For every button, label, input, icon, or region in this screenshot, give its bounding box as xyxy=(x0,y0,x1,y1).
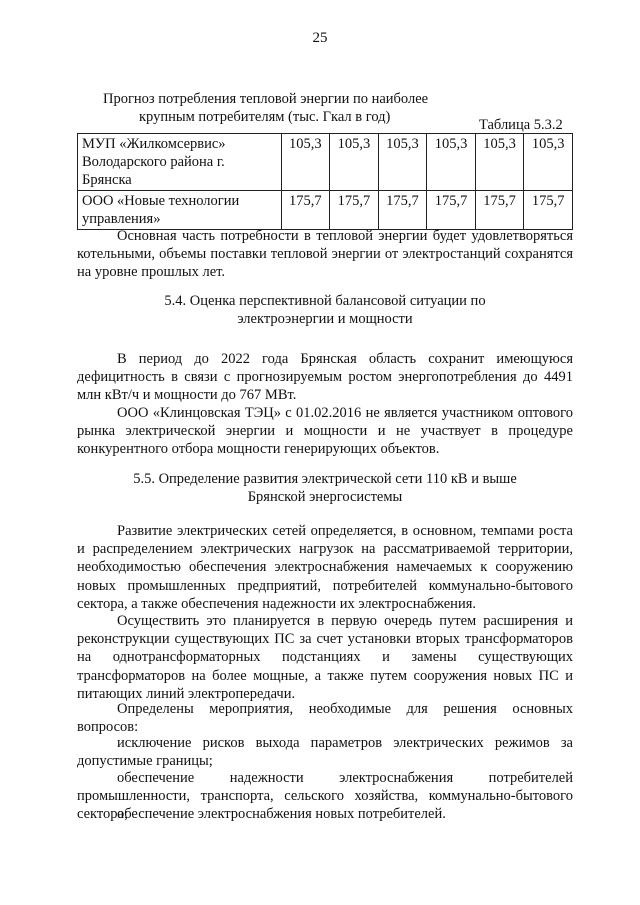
section-heading-5-4-line1: 5.4. Оценка перспективной балансовой ситуации по xyxy=(164,293,486,309)
table-cell-name: МУП «Жилкомсервис» Володарского района г. Брянска xyxy=(78,134,282,191)
paragraph-reconstruction: Осуществить это планируется в первую очередь путем расширения и реконструкции существующих ПС за счет установки вторых трансформаторов на однотрансформаторных подстанциях и замены существующих трансформаторов на более мощные, а также путем сооружения новых ПС и питающих линий электропередачи. xyxy=(77,613,573,702)
table-cell-value: 175,7 xyxy=(427,191,476,230)
table-cell-value: 105,3 xyxy=(330,134,379,191)
table-cell-value: 175,7 xyxy=(524,191,573,230)
table-row xyxy=(78,191,573,230)
table-cell-value: 175,7 xyxy=(475,191,524,230)
table-caption-line1: Прогноз потребления тепловой энергии по наиболее xyxy=(103,91,429,107)
table-row xyxy=(78,134,573,191)
table-cell-value: 175,7 xyxy=(330,191,379,230)
table-cell-value: 105,3 xyxy=(281,134,330,191)
paragraph-measures: Определены мероприятия, необходимые для решения основных вопросов: xyxy=(77,701,573,736)
list-item-reliability: обеспечение надежности электроснабжения потребителей промышленности, транспорта, сельского хозяйства, коммунально-бытового сектора; xyxy=(77,770,573,823)
paragraph-deficit: В период до 2022 года Брянская область сохранит имеющуюся дефицитность в связи с прогнозируемым ростом энергопотребления до 4491 млн кВт/ч и мощности до 767 МВт. xyxy=(77,351,573,404)
section-heading-5-5-line2: Брянской энергосистемы xyxy=(247,489,403,505)
page-number: 25 xyxy=(312,30,328,46)
paragraph-grid-development: Развитие электрических сетей определяется, в основном, темпами роста и распределением электрических нагрузок на рассматриваемой территории, необходимостью обеспечения электроснабжения намечаемых к сооружению новых промышленных предприятий, потребителей коммунально-бытового сектора, а также обеспечения надежности их электроснабжения. xyxy=(77,523,573,612)
list-item-risk: исключение рисков выхода параметров электрических режимов за допустимые границы; xyxy=(77,735,573,770)
table-cell-name: ООО «Новые технологии управления» xyxy=(78,191,282,230)
table-caption-line2: крупным потребителям (тыс. Гкал в год) xyxy=(139,109,391,125)
table-label: Таблица 5.3.2 xyxy=(479,117,563,133)
section-heading-5-4-line2: электроэнергии и мощности xyxy=(237,311,413,327)
paragraph-klintsy-chp: ООО «Клинцовская ТЭЦ» с 01.02.2016 не является участником оптового рынка электрической энергии и мощности и не участвует в процедуре конкурентного отбора мощности генерирующих объектов. xyxy=(77,405,573,458)
consumption-table xyxy=(77,133,573,230)
table-cell-value: 175,7 xyxy=(281,191,330,230)
paragraph-heat-supply: Основная часть потребности в тепловой энергии будет удовлетворяться котельными, объемы поставки тепловой энергии от электростанций сохранятся на уровне прошлых лет. xyxy=(77,228,573,281)
table-cell-value: 105,3 xyxy=(378,134,427,191)
list-item-new-consumers: обеспечение электроснабжения новых потребителей. xyxy=(117,806,446,822)
section-heading-5-5-line1: 5.5. Определение развития электрической сети 110 кВ и выше xyxy=(133,471,517,487)
table-cell-value: 105,3 xyxy=(427,134,476,191)
table-cell-value: 175,7 xyxy=(378,191,427,230)
table-cell-value: 105,3 xyxy=(475,134,524,191)
table-cell-value: 105,3 xyxy=(524,134,573,191)
